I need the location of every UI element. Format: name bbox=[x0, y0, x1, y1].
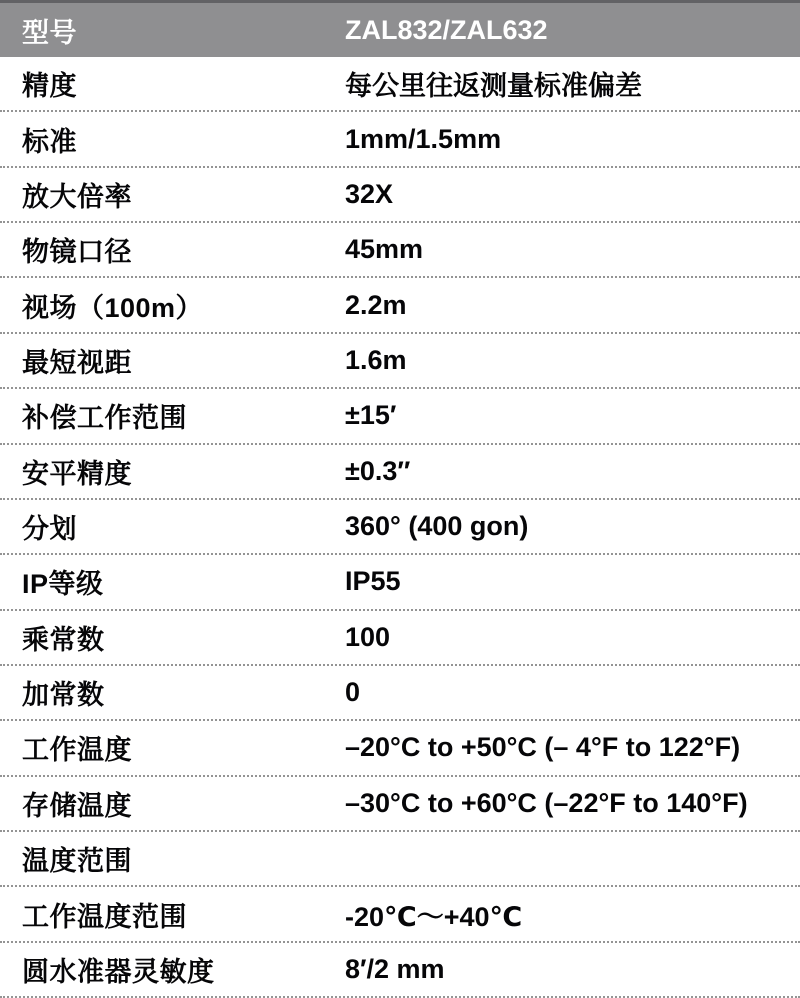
table-row bbox=[0, 334, 800, 389]
spec-value: 32X bbox=[345, 178, 394, 209]
spec-value: 0 bbox=[345, 677, 361, 708]
table-row bbox=[0, 721, 800, 776]
table-row bbox=[0, 168, 800, 223]
table-row bbox=[0, 445, 800, 500]
spec-label: 分划 bbox=[22, 514, 77, 545]
spec-label: 补偿工作范围 bbox=[22, 403, 187, 434]
table-row bbox=[0, 223, 800, 278]
spec-label: 工作温度 bbox=[22, 735, 132, 766]
spec-value: ±15′ bbox=[345, 400, 397, 431]
table-row bbox=[0, 666, 800, 721]
spec-label: 安平精度 bbox=[22, 458, 132, 489]
table-row bbox=[0, 555, 800, 610]
table-row bbox=[0, 887, 800, 942]
spec-label: 视场（100m） bbox=[22, 292, 204, 323]
spec-value: ±0.3″ bbox=[345, 455, 411, 486]
spec-value: 360° (400 gon) bbox=[345, 511, 529, 542]
spec-value: 1mm/1.5mm bbox=[345, 123, 502, 154]
table-row bbox=[0, 611, 800, 666]
spec-value: IP55 bbox=[345, 566, 401, 597]
table-row bbox=[0, 278, 800, 333]
table-row bbox=[0, 500, 800, 555]
table-row bbox=[0, 112, 800, 167]
table-row bbox=[0, 943, 800, 998]
spec-value: 1.6m bbox=[345, 344, 407, 375]
spec-label: 最短视距 bbox=[22, 347, 132, 378]
table-row bbox=[0, 389, 800, 444]
spec-label: 存储温度 bbox=[22, 790, 132, 821]
spec-label: 乘常数 bbox=[22, 624, 105, 655]
spec-value: 每公里往返测量标准偏差 bbox=[345, 71, 642, 102]
table-header-row bbox=[0, 0, 800, 57]
spec-label: 标准 bbox=[22, 126, 77, 157]
spec-value: 8′/2 mm bbox=[345, 953, 445, 984]
spec-label: 放大倍率 bbox=[22, 181, 132, 212]
table-row bbox=[0, 777, 800, 832]
spec-label: IP等级 bbox=[22, 569, 104, 600]
spec-label: 加常数 bbox=[22, 680, 105, 711]
spec-value: –30°C to +60°C (–22°F to 140°F) bbox=[345, 787, 748, 818]
spec-value: –20°C to +50°C (– 4°F to 122°F) bbox=[345, 732, 741, 763]
spec-value: 100 bbox=[345, 621, 391, 652]
spec-label: 物镜口径 bbox=[22, 237, 132, 268]
spec-label: 温度范围 bbox=[22, 846, 132, 877]
spec-label: 圆水准器灵敏度 bbox=[22, 956, 215, 987]
header-value: ZAL832/ZAL632 bbox=[345, 14, 548, 45]
table-row bbox=[0, 832, 800, 887]
spec-value: 45mm bbox=[345, 234, 424, 265]
spec-value: 2.2m bbox=[345, 289, 407, 320]
spec-label: 工作温度范围 bbox=[22, 901, 187, 932]
spec-label: 精度 bbox=[22, 71, 77, 102]
header-label: 型号 bbox=[22, 17, 77, 48]
spec-value: -20℃～+40℃ bbox=[345, 901, 523, 932]
table-row bbox=[0, 57, 800, 112]
